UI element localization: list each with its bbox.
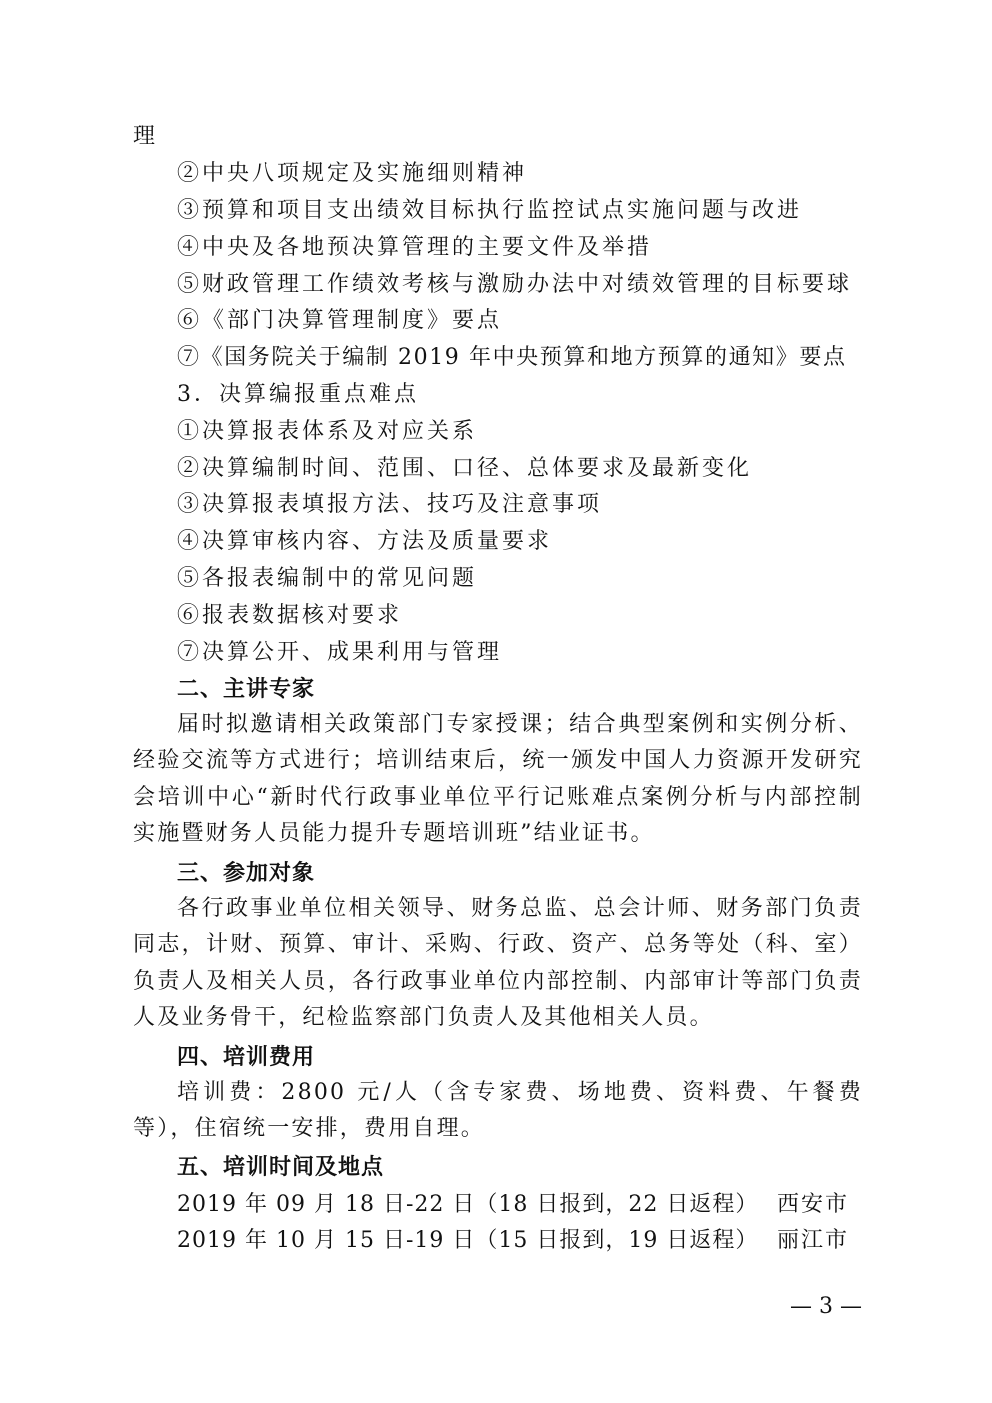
section-heading: 四、培训费用 — [177, 1045, 316, 1070]
schedule-time: 2019 年 10 月 15 日-19 日（15 日报到，19 日返程） — [177, 1228, 759, 1253]
list-item: ⑦《国务院关于编制 2019 年中央预算和地方预算的通知》要点 — [177, 345, 847, 370]
page-number: — 3 — — [790, 1294, 862, 1319]
paragraph: 届时拟邀请相关政策部门专家授课；结合典型案例和实例分析、经验交流等方式进行；培训结束后，统一颁发中国人力资源开发研究会培训中心“新时代行政事业单位平行记账难点案例分析与内部控制实施暨财务人员能力提升专题培训班”结业证书。 — [133, 712, 863, 847]
list-item: ⑥《部门决算管理制度》要点 — [177, 308, 503, 333]
list-item: ④决算审核内容、方法及质量要求 — [177, 529, 553, 554]
schedule-city: 丽江市 — [777, 1228, 850, 1253]
section-heading: 五、培训时间及地点 — [177, 1155, 385, 1180]
list-item: ②决算编制时间、范围、口径、总体要求及最新变化 — [177, 456, 753, 481]
section-heading: 二、主讲专家 — [177, 677, 316, 702]
schedule-time: 2019 年 09 月 18 日-22 日（18 日报到，22 日返程） — [177, 1192, 759, 1217]
list-item: ③决算报表填报方法、技巧及注意事项 — [177, 492, 603, 517]
continuation-text: 理 — [133, 124, 159, 149]
list-item: ⑥报表数据核对要求 — [177, 603, 403, 628]
list-item: ②中央八项规定及实施细则精神 — [177, 161, 528, 186]
section-heading: 三、参加对象 — [177, 861, 316, 886]
list-item: ⑤各报表编制中的常见问题 — [177, 566, 478, 591]
list-item: ⑤财政管理工作绩效考核与激励办法中对绩效管理的目标要球 — [177, 272, 853, 297]
paragraph: 各行政事业单位相关领导、财务总监、总会计师、财务部门负责同志，计财、预算、审计、采购、行政、资产、总务等处（科、室）负责人及相关人员，各行政事业单位内部控制、内部审计等部门负责人及业务骨干，纪检监察部门负责人及其他相关人员。 — [133, 896, 863, 1031]
list-item: ⑦决算公开、成果利用与管理 — [177, 640, 503, 665]
subsection-title: 3．决算编报重点难点 — [177, 382, 419, 407]
list-item: ④中央及各地预决算管理的主要文件及举措 — [177, 235, 653, 260]
schedule-city: 西安市 — [777, 1192, 850, 1217]
list-item: ③预算和项目支出绩效目标执行监控试点实施问题与改进 — [177, 198, 803, 223]
list-item: ①决算报表体系及对应关系 — [177, 419, 478, 444]
paragraph: 培训费：2800 元/人（含专家费、场地费、资料费、午餐费等），住宿统一安排，费用自理。 — [133, 1080, 863, 1142]
